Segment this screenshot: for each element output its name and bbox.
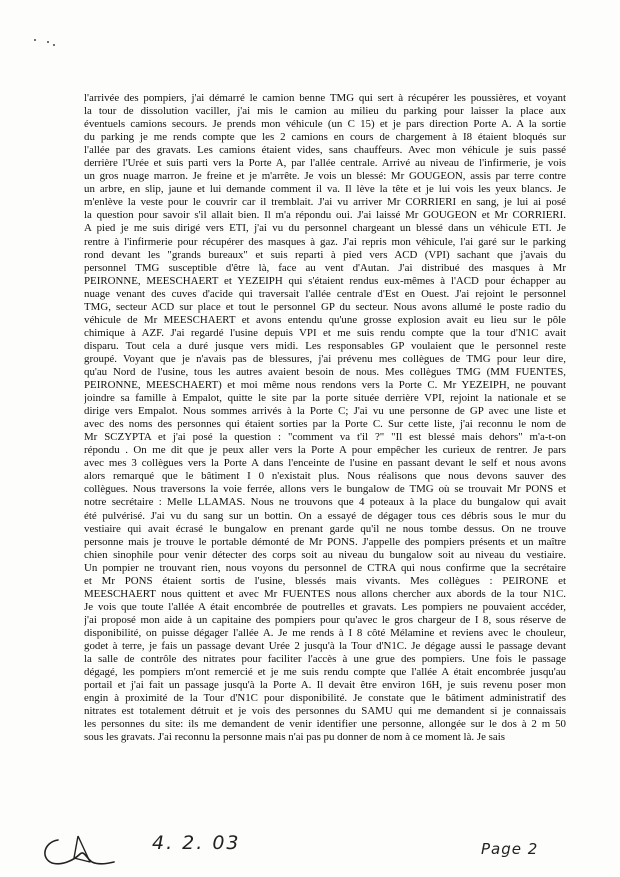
text-line: Je vois que toute l'allée A était encombrée de poutrelles et gravats. Les pompiers ne pouvaient accéder, <box>84 600 566 613</box>
text-line: la question pour savoir s'il allait bien. Il m'a répondu oui. J'ai laissé Mr GOUGEON et Mr CORRIERI. <box>84 209 566 222</box>
text-line: chimique à AZF. J'ai regardé l'usine depuis VPI et me suis rendu compte que la tour d'N1C avait <box>84 326 566 339</box>
text-line: A pied je me suis dirigé vers ETI, j'ai vu du personnel chargeant un blessé dans un véhicule ETI. Je <box>84 222 566 235</box>
text-line: rentre à l'infirmerie pour récupérer des masques à gaz. J'ai repris mon véhicule, l'ai garé sur le parking <box>84 235 566 248</box>
text-line: été pulvérisé. J'ai vu du sang sur un bottin. On a essayé de dégager tous ces débris sous le mur du <box>84 509 566 522</box>
handwritten-date: 4. 2. 03 <box>152 832 241 854</box>
text-line: et Mr PONS étaient sortis de l'usine, blessés mais vivants. Mes collègues : PEIRONE et <box>84 574 566 587</box>
text-line: nitrates est totalement détruit et je vois des personnes du SAMU qui me demandent si je connaissais <box>84 705 566 718</box>
text-line: vestiaire qui avait écrasé le bungalow en prenant garde qu'il ne nous tombe dessus. On ne trouve <box>84 522 566 535</box>
text-line: qu'au Nord de l'usine, tous les autres avaient besoin de nous. Mes collègues TMG (MM FUENTES, <box>84 365 566 378</box>
text-line: groupé. Voyant que je n'avais pas de blessures, j'ai prévenu mes collègues de TMG pour leur dire, <box>84 352 566 365</box>
text-line: portail et j'ai fait un passage jusqu'à la Porte A. Il devait être environ 16H, je suis revenu poser mon <box>84 679 566 692</box>
text-line: dirige vers Empalot. Nous sommes arrivés à la Porte C; J'ai vu une personne de GP avec une liste et <box>84 405 566 418</box>
text-line: répondu . On me dit que je peux aller vers la Porte A pour empêcher les curieux de rentrer. Je pars <box>84 444 566 457</box>
text-line: engin à proximité de la Tour d'N1C pour disponibilité. Je constate que le bâtiment administratif des <box>84 692 566 705</box>
text-line: un gros nuage marron. Je freine et je m'arrête. Je vois un blessé: Mr GOUGEON, assis par terre contre <box>84 170 566 183</box>
text-line: disparu. Tout cela a duré jusque vers midi. Les responsables GP voulaient que le personnel reste <box>84 339 566 352</box>
text-line: PEIRONNE, MEESCHAERT) et moi même nous rendons vers la Porte C. Mr YEZEIPH, ne pouvant <box>84 379 566 392</box>
scan-speck <box>34 39 36 41</box>
text-line: personnel TMG susceptible d'être là, face au vent d'Autan. J'ai distribué des masques à Mr <box>84 261 566 274</box>
scan-speck <box>53 44 55 46</box>
text-line: rond devant les "grands bureaux" et suis reparti à pied vers ACD (VPI) sachant que j'avais du <box>84 248 566 261</box>
text-line: disponibilité, on puisse dégager l'allée A. Je me rends à I 8 côté Mélamine et reviens avec le chouleur, <box>84 626 566 639</box>
text-line: nuage venant des cuves d'acide qui traversait l'allée centrale d'Est en Ouest. J'ai rejoint le personnel <box>84 287 566 300</box>
text-line: Mr SCZYPTA et j'ai posé la question : "comment va t'il ?" "Il est blessé mais dehors" m'a-t-on <box>84 431 566 444</box>
text-line: dégagé, les pompiers m'ont remercié et je me suis rendu compte que l'allée A était encombrée jusqu'au <box>84 666 566 679</box>
text-line: m'enlève la veste pour le couvrir car il tremblait. J'ai vu arriver Mr CORRIERI en sang, je lui ai posé <box>84 196 566 209</box>
text-line: la tour de dissolution vaciller, j'ai mis le camion au milieu du parking pour laisser la place aux <box>84 105 566 118</box>
handwritten-signature <box>34 832 124 872</box>
text-line: un arbre, en slip, jaune et lui demande comment il va. Il lève la tête et je lui vois les yeux blancs. Je <box>84 183 566 196</box>
text-line: TMG, secteur ACD sur place et tout le personnel GP du secteur. Nous avons allumé le poste radio du <box>84 300 566 313</box>
text-line: collègues. Nous traversons la voie ferrée, allons vers le bungalow de TMG où se trouvait Mr PONS et <box>84 483 566 496</box>
text-line: MEESCHAERT nous quittent et avec Mr FUENTES nous allons chercher aux abords de la tour N1C. <box>84 587 566 600</box>
text-line: godet à terre, je fais un passage devant Urée 2 jusqu'à la Tour d'N1C. Je dégage aussi le passage devant <box>84 639 566 652</box>
text-line: chien sinophile pour venir détecter des corps soit au niveau du bungalow soit au niveau du vestiaire. <box>84 548 566 561</box>
text-line: la salle de contrôle des nitrates pour faciliter l'accès à une grue des pompiers. Une fois le passage <box>84 653 566 666</box>
text-line: Un pompier ne trouvant rien, nous voyons du personnel de CTRA qui nous confirme que la secrétaire <box>84 561 566 574</box>
text-line: j'ai proposé mon aide à un capitaine des pompiers pour qu'avec le gros chargeur de I 8, sous réserve de <box>84 613 566 626</box>
text-line: les personnes du site: ils me demandent de venir identifier une personne, allongée sur le dos à 2 m 50 <box>84 718 566 731</box>
text-line: véhicule de Mr MEESCHAERT et avons entendu qu'une grosse explosion avait eu lieu sur le pôle <box>84 313 566 326</box>
handwritten-page-number: Page 2 <box>481 840 539 858</box>
text-line: l'allée par des gravats. Les camions étaient vides, sans chauffeurs. Avec mon véhicule je suis passé <box>84 144 566 157</box>
text-line: l'arrivée des pompiers, j'ai démarré le camion benne TMG qui sert à récupérer les poussières, et voyant <box>84 92 566 104</box>
statement-text <box>84 92 566 744</box>
text-line: joindre sa famille à Empalot, quitte le site par la porte située derrière VPI, rejoint la nationale et se <box>84 392 566 405</box>
text-line: alors remarqué que le bâtiment I 0 n'existait plus. Nous réalisons que nous devons sauver des <box>84 470 566 483</box>
text-line: derrière l'Urée et suis parti vers la Porte A, par l'allée centrale. Arrivé au niveau de l'infirmerie, je vois <box>84 157 566 170</box>
text-line: notre secrétaire : Melle LLAMAS. Nous ne trouvons que 4 poteaux à la place du bungalow qui avait <box>84 496 566 509</box>
text-line: du parking je me rends compte que les 2 camions en cours de chargement à I8 étaient bloqués sur <box>84 131 566 144</box>
text-line: sous les gravats. J'ai reconnu la personne mais n'ai pas pu donner de nom à ce moment là. Je sais <box>84 731 505 744</box>
text-line: avec mes 3 collègues vers la Porte A dans l'enceinte de l'usine en passant devant le self et nous avons <box>84 457 566 470</box>
scan-speck <box>47 41 49 43</box>
text-line: avec des noms des personnes qui étaient sorties par la Porte C. Sur cette liste, j'ai reconnu le nom de <box>84 418 566 431</box>
text-line: personne mais je trouve le portable démonté de Mr PONS. J'appelle des pompiers présents et un maître <box>84 535 566 548</box>
text-line: éventuels camions secours. Je prends mon véhicule (un C 15) et je pars direction Porte A. A la sortie <box>84 118 566 131</box>
text-line: PEIRONNE, MEESCHAERT et YEZEIPH qui s'étaient rendus eux-mêmes à l'ACD pour échapper au <box>84 274 566 287</box>
